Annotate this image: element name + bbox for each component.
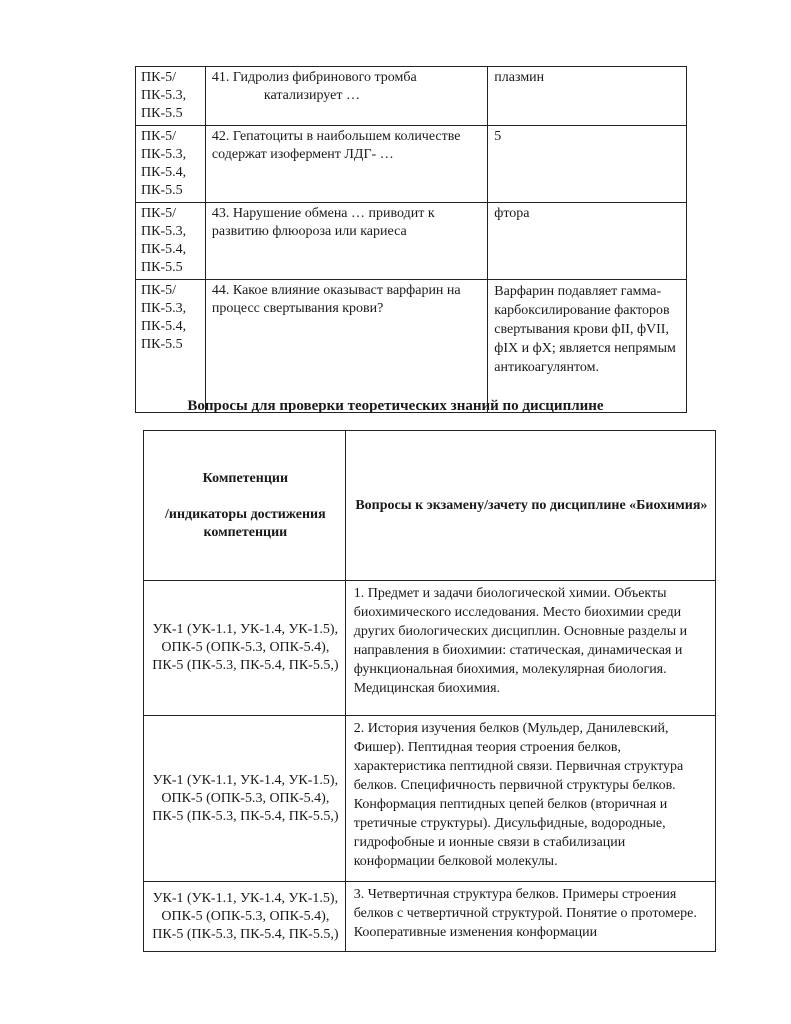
table-row [136,280,687,413]
question-text-line: 41. Гидролиз фибринового тромба [211,70,417,85]
answer-cell: плазмин [488,67,687,126]
table-row [136,203,687,280]
competence-code-cell: ПК-5/ ПК-5.3, ПК-5.4, ПК-5.5 [136,126,206,203]
table-row [144,716,716,882]
question-cell: 3. Четвертичная структура белков. Примеры строения белков с четвертичной структурой. Понятие о протомере. Кооперативные изменения конформации [345,882,715,952]
section-title: Вопросы для проверки теоретических знаний по дисциплине [187,398,604,414]
question-text-line: катализирует … [263,88,360,103]
competence-code-cell: ПК-5/ ПК-5.3, ПК-5.4, ПК-5.5 [136,280,206,413]
competence-cell: УК-1 (УК-1.1, УК-1.4, УК-1.5), ОПК-5 (ОПК-5.3, ОПК-5.4), ПК-5 (ПК-5.3, ПК-5.4, ПК-5.5,) [144,581,346,716]
question-cell: 43. Нарушение обмена … приводит к развитию флюороза или кариеса [205,203,487,280]
header-text: /индикаторы достижения компетенции [165,506,326,540]
questions-header-cell: Вопросы к экзамену/зачету по дисциплине «Биохимия» [345,431,715,581]
table-row [144,882,716,952]
question-cell: 44. Какое влияние оказываст варфарин на процесс свертывания крови? [205,280,487,413]
table-row [144,581,716,716]
question-cell: 1. Предмет и задачи биологической химии. Объекты биохимического исследования. Место биохимии среди других биологических дисциплин. Основные разделы и направления в биохимии: статическая, динамическая и функциональная биохимия, молекулярная биология. Медицинская биохимия. [345,581,715,716]
header-text: Компетенции [202,470,289,486]
competence-code-cell: ПК-5/ ПК-5.3, ПК-5.5 [136,67,206,126]
competence-code-cell: ПК-5/ ПК-5.3, ПК-5.4, ПК-5.5 [136,203,206,280]
competence-cell: УК-1 (УК-1.1, УК-1.4, УК-1.5), ОПК-5 (ОПК-5.3, ОПК-5.4), ПК-5 (ПК-5.3, ПК-5.4, ПК-5.5,) [144,716,346,882]
question-cell [205,67,487,126]
answer-cell: фтора [488,203,687,280]
question-cell: 42. Гепатоциты в наибольшем количестве содержат изофермент ЛДГ- … [205,126,487,203]
exam-questions-table [143,430,716,952]
answer-cell: 5 [488,126,687,203]
table-row [136,126,687,203]
question-cell: 2. История изучения белков (Мульдер, Данилевский, Фишер). Пептидная теория строения белков, характеристика пептидной связи. Первичная структура белков. Специфичность первичной структуры белков. Конформация пептидных цепей белков (вторичная и третичные структуры). Дисульфидные, водородные, гидрофобные и ионные связи в стабилизации конформации белковой молекулы. [345,716,715,882]
table-row [136,67,687,126]
competence-header-cell [144,431,346,581]
competence-cell: УК-1 (УК-1.1, УК-1.4, УК-1.5), ОПК-5 (ОПК-5.3, ОПК-5.4), ПК-5 (ПК-5.3, ПК-5.4, ПК-5.5,) [144,882,346,952]
test-questions-table [135,66,687,413]
table-header-row [144,431,716,581]
answer-cell: Варфарин подавляет гамма-карбоксилирование факторов свертывания крови фII, фVII, фIX и фX; является непрямым антикоагулянтом. [488,280,687,413]
